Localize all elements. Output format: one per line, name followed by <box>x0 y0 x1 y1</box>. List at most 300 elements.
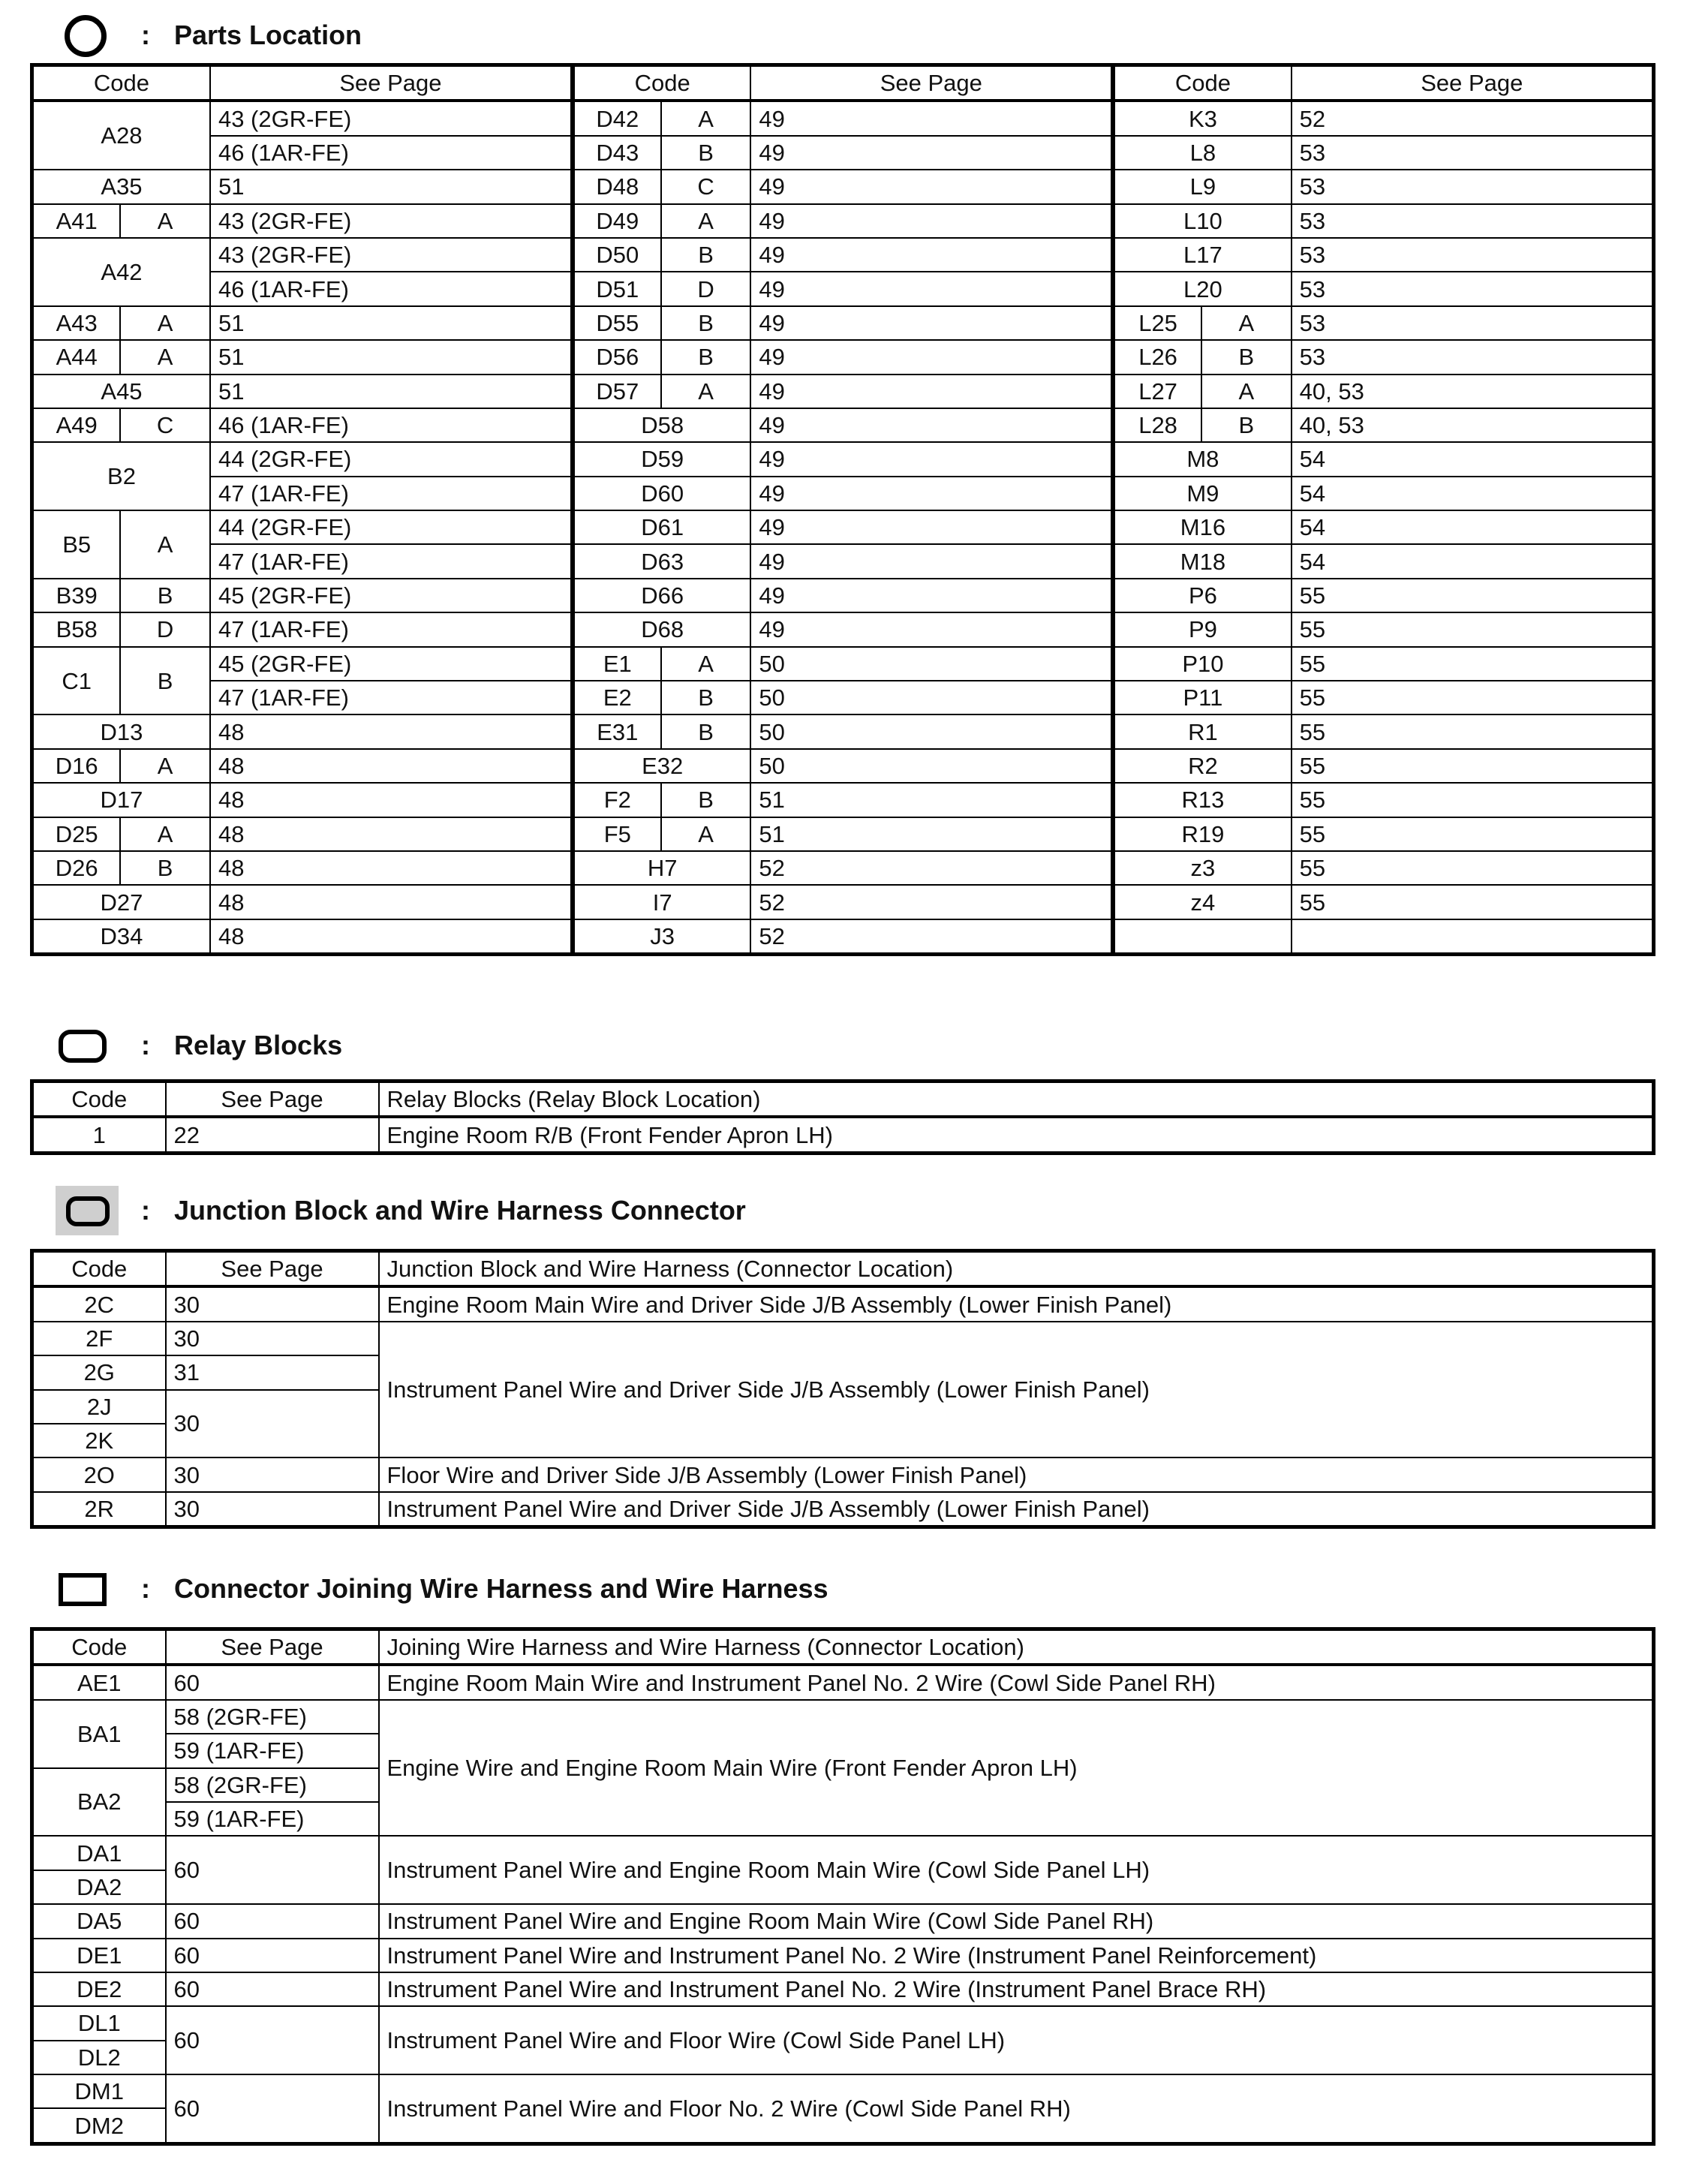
description-cell: Instrument Panel Wire and Engine Room Main Wire (Cowl Side Panel RH) <box>379 1904 1654 1938</box>
page-cell: 30 <box>166 1286 379 1321</box>
page-cell: 51 <box>210 306 573 340</box>
header-code: Code <box>32 1081 166 1118</box>
table-row <box>32 1665 1654 1699</box>
code-cell: E32 <box>573 749 750 783</box>
code-sub-cell: B <box>1201 408 1292 442</box>
code-cell: D13 <box>32 714 210 748</box>
rect-icon <box>56 1564 119 1614</box>
code-sub-cell: A <box>120 510 210 579</box>
code-cell: D49 <box>573 204 661 238</box>
page-cell: 54 <box>1292 544 1654 578</box>
page-cell: 45 (2GR-FE) <box>210 579 573 612</box>
code-cell: M9 <box>1113 477 1291 510</box>
page-cell: 47 (1AR-FE) <box>210 612 573 646</box>
code-cell: D56 <box>573 340 661 374</box>
code-cell: D66 <box>573 579 750 612</box>
code-cell: 2K <box>32 1424 166 1458</box>
page-cell: 49 <box>750 306 1113 340</box>
relay-blocks-table <box>30 1079 1655 1155</box>
code-cell: L9 <box>1113 170 1291 203</box>
code-sub-cell: B <box>120 647 210 715</box>
table-row <box>32 817 1654 851</box>
code-cell: D27 <box>32 885 210 919</box>
code-sub-cell: A <box>120 306 210 340</box>
page-cell: 53 <box>1292 136 1654 170</box>
code-cell: D59 <box>573 442 750 476</box>
description-cell: Instrument Panel Wire and Floor No. 2 Wire (Cowl Side Panel RH) <box>379 2074 1654 2143</box>
description-cell: Engine Room Main Wire and Driver Side J/B Assembly (Lower Finish Panel) <box>379 1286 1654 1321</box>
table-row <box>32 2074 1654 2108</box>
section-header-jb <box>56 1186 746 1235</box>
description-cell: Engine Wire and Engine Room Main Wire (Front Fender Apron LH) <box>379 1700 1654 1837</box>
table-header-row <box>32 65 1654 101</box>
code-cell: M16 <box>1113 510 1291 544</box>
section-header-parts <box>56 11 362 60</box>
page-cell: 47 (1AR-FE) <box>210 544 573 578</box>
junction-block-table <box>30 1249 1655 1529</box>
code-cell: B5 <box>32 510 121 579</box>
page-cell: 60 <box>166 1972 379 2006</box>
page-cell: 52 <box>750 885 1113 919</box>
table-header-row <box>32 1251 1654 1287</box>
code-cell: K3 <box>1113 101 1291 135</box>
table-row <box>32 1836 1654 1870</box>
header-code: Code <box>32 65 210 101</box>
page-cell: 53 <box>1292 340 1654 374</box>
code-cell: D43 <box>573 136 661 170</box>
section-title: Parts Location <box>174 20 362 50</box>
table-row <box>32 136 1654 170</box>
code-sub-cell: A <box>661 817 751 851</box>
header-see-page: See Page <box>210 65 573 101</box>
code-sub-cell: A <box>1201 306 1292 340</box>
page-cell: 43 (2GR-FE) <box>210 204 573 238</box>
page-cell: 60 <box>166 1904 379 1938</box>
connector-joining-table <box>30 1627 1655 2146</box>
code-cell: 2O <box>32 1458 166 1491</box>
page-cell: 48 <box>210 749 573 783</box>
code-cell: D26 <box>32 851 121 885</box>
code-sub-cell: B <box>120 851 210 885</box>
code-sub-cell: B <box>1201 340 1292 374</box>
code-cell: DE2 <box>32 1972 166 2006</box>
header-see-page: See Page <box>1292 65 1654 101</box>
table-row <box>32 714 1654 748</box>
colon: : <box>141 1195 150 1226</box>
code-cell: D57 <box>573 375 661 408</box>
page-cell: 30 <box>166 1492 379 1527</box>
code-cell: D63 <box>573 544 750 578</box>
page-cell: 49 <box>750 340 1113 374</box>
page-cell: 49 <box>750 579 1113 612</box>
page-cell: 53 <box>1292 204 1654 238</box>
table-row <box>32 612 1654 646</box>
description-cell: Instrument Panel Wire and Floor Wire (Cowl Side Panel LH) <box>379 2006 1654 2074</box>
code-cell: DA1 <box>32 1836 166 1870</box>
code-cell: B58 <box>32 612 121 646</box>
page-cell: 54 <box>1292 477 1654 510</box>
code-cell: F5 <box>573 817 661 851</box>
page-cell: 55 <box>1292 851 1654 885</box>
page-cell: 53 <box>1292 238 1654 272</box>
code-cell: R2 <box>1113 749 1291 783</box>
page-cell: 52 <box>1292 101 1654 135</box>
circle-icon <box>56 11 119 60</box>
code-cell: D17 <box>32 783 210 817</box>
code-cell: P11 <box>1113 681 1291 714</box>
code-cell: D58 <box>573 408 750 442</box>
page-cell: 49 <box>750 477 1113 510</box>
description-cell: Instrument Panel Wire and Driver Side J/B Assembly (Lower Finish Panel) <box>379 1322 1654 1458</box>
code-sub-cell: B <box>661 681 751 714</box>
code-sub-cell: A <box>661 101 751 135</box>
table-row <box>32 919 1654 955</box>
table-row <box>32 885 1654 919</box>
code-cell: 2C <box>32 1286 166 1321</box>
code-cell: R13 <box>1113 783 1291 817</box>
page-cell: 59 (1AR-FE) <box>166 1734 379 1767</box>
page-cell: 51 <box>210 375 573 408</box>
code-cell: DL2 <box>32 2041 166 2074</box>
code-sub-cell: B <box>661 714 751 748</box>
code-cell: F2 <box>573 783 661 817</box>
page-cell: 30 <box>166 1390 379 1458</box>
code-cell: z3 <box>1113 851 1291 885</box>
page-cell: 30 <box>166 1458 379 1491</box>
code-cell: 2R <box>32 1492 166 1527</box>
code-cell: L25 <box>1113 306 1201 340</box>
code-cell: DM1 <box>32 2074 166 2108</box>
page-cell: 50 <box>750 681 1113 714</box>
table-row <box>32 204 1654 238</box>
table-row <box>32 375 1654 408</box>
page-cell: 58 (2GR-FE) <box>166 1768 379 1802</box>
table-row <box>32 579 1654 612</box>
page-cell: 49 <box>750 408 1113 442</box>
code-cell: J3 <box>573 919 750 955</box>
table-row <box>32 1939 1654 1972</box>
code-cell: D16 <box>32 749 121 783</box>
page-cell: 48 <box>210 919 573 955</box>
page-cell: 53 <box>1292 306 1654 340</box>
code-cell: DL1 <box>32 2006 166 2040</box>
page-cell: 60 <box>166 1939 379 1972</box>
page-cell: 43 (2GR-FE) <box>210 101 573 135</box>
code-sub-cell: B <box>661 136 751 170</box>
table-row <box>32 681 1654 714</box>
code-cell: D34 <box>32 919 210 955</box>
header-code: Code <box>573 65 750 101</box>
page-cell: 55 <box>1292 817 1654 851</box>
code-cell: E1 <box>573 647 661 681</box>
table-row <box>32 510 1654 544</box>
code-sub-cell: B <box>661 306 751 340</box>
description-cell: Instrument Panel Wire and Instrument Panel No. 2 Wire (Instrument Panel Brace RH) <box>379 1972 1654 2006</box>
description-cell: Engine Room R/B (Front Fender Apron LH) <box>379 1117 1654 1153</box>
page-cell: 51 <box>750 817 1113 851</box>
code-sub-cell: D <box>120 612 210 646</box>
table-row <box>32 851 1654 885</box>
code-cell: D51 <box>573 272 661 305</box>
section-title: Connector Joining Wire Harness and Wire Harness <box>174 1573 828 1604</box>
page-cell: 49 <box>750 510 1113 544</box>
table-row <box>32 1286 1654 1321</box>
header-location: Junction Block and Wire Harness (Connector Location) <box>379 1251 1654 1287</box>
page-cell: 55 <box>1292 681 1654 714</box>
code-cell: L10 <box>1113 204 1291 238</box>
page-cell: 51 <box>750 783 1113 817</box>
header-location: Joining Wire Harness and Wire Harness (Connector Location) <box>379 1629 1654 1665</box>
code-cell: A43 <box>32 306 121 340</box>
page-cell: 49 <box>750 612 1113 646</box>
header-see-page: See Page <box>166 1081 379 1118</box>
table-row <box>32 749 1654 783</box>
code-cell: A49 <box>32 408 121 442</box>
code-sub-cell: A <box>120 817 210 851</box>
code-cell: I7 <box>573 885 750 919</box>
code-cell: E31 <box>573 714 661 748</box>
header-code: Code <box>32 1251 166 1287</box>
code-cell: D55 <box>573 306 661 340</box>
code-cell: B39 <box>32 579 121 612</box>
code-sub-cell: C <box>661 170 751 203</box>
page-cell: 51 <box>210 170 573 203</box>
code-cell: 2F <box>32 1322 166 1355</box>
page-cell: 44 (2GR-FE) <box>210 442 573 476</box>
code-cell: DA5 <box>32 1904 166 1938</box>
table-row <box>32 170 1654 203</box>
code-sub-cell: B <box>661 340 751 374</box>
page-cell: 40, 53 <box>1292 408 1654 442</box>
code-sub-cell: A <box>661 375 751 408</box>
table-row <box>32 1322 1654 1355</box>
code-cell: P6 <box>1113 579 1291 612</box>
page-cell: 53 <box>1292 170 1654 203</box>
code-cell: BA1 <box>32 1700 166 1768</box>
page-cell: 60 <box>166 1665 379 1699</box>
page-cell: 49 <box>750 375 1113 408</box>
table-row <box>32 340 1654 374</box>
code-cell: A44 <box>32 340 121 374</box>
page-cell: 55 <box>1292 749 1654 783</box>
code-cell: L26 <box>1113 340 1201 374</box>
table-row <box>32 238 1654 272</box>
code-sub-cell: D <box>661 272 751 305</box>
table-row <box>32 272 1654 305</box>
page-cell: 52 <box>750 851 1113 885</box>
table-row <box>32 2006 1654 2040</box>
table-row <box>32 1492 1654 1527</box>
page-cell: 54 <box>1292 442 1654 476</box>
page-cell: 59 (1AR-FE) <box>166 1802 379 1836</box>
page-cell: 49 <box>750 136 1113 170</box>
page-cell: 49 <box>750 544 1113 578</box>
code-sub-cell: B <box>120 579 210 612</box>
header-see-page: See Page <box>166 1251 379 1287</box>
page-cell: 58 (2GR-FE) <box>166 1700 379 1734</box>
code-cell: P9 <box>1113 612 1291 646</box>
header-code: Code <box>32 1629 166 1665</box>
section-header-relay <box>56 1021 342 1070</box>
description-cell: Instrument Panel Wire and Instrument Panel No. 2 Wire (Instrument Panel Reinforcement) <box>379 1939 1654 1972</box>
shaded-rounded-rect-icon <box>56 1186 119 1235</box>
page-cell: 55 <box>1292 714 1654 748</box>
code-cell: C1 <box>32 647 121 715</box>
code-cell: L8 <box>1113 136 1291 170</box>
table-row <box>32 1972 1654 2006</box>
code-cell: H7 <box>573 851 750 885</box>
code-cell: z4 <box>1113 885 1291 919</box>
page-cell: 44 (2GR-FE) <box>210 510 573 544</box>
header-see-page: See Page <box>750 65 1113 101</box>
page-cell: 60 <box>166 1836 379 1904</box>
page-cell: 48 <box>210 851 573 885</box>
description-cell: Engine Room Main Wire and Instrument Panel No. 2 Wire (Cowl Side Panel RH) <box>379 1665 1654 1699</box>
colon: : <box>141 1030 150 1060</box>
code-cell: D25 <box>32 817 121 851</box>
table-row <box>32 1904 1654 1938</box>
section-header-conn <box>56 1564 828 1614</box>
code-cell: E2 <box>573 681 661 714</box>
code-cell: A28 <box>32 101 210 170</box>
code-sub-cell: A <box>661 647 751 681</box>
description-cell: Floor Wire and Driver Side J/B Assembly (Lower Finish Panel) <box>379 1458 1654 1491</box>
description-cell: Instrument Panel Wire and Driver Side J/B Assembly (Lower Finish Panel) <box>379 1492 1654 1527</box>
table-header-row <box>32 1629 1654 1665</box>
code-cell: R1 <box>1113 714 1291 748</box>
page-cell <box>1292 919 1654 955</box>
page-cell: 50 <box>750 714 1113 748</box>
page-cell: 46 (1AR-FE) <box>210 272 573 305</box>
table-row <box>32 544 1654 578</box>
header-location: Relay Blocks (Relay Block Location) <box>379 1081 1654 1118</box>
code-sub-cell: A <box>661 204 751 238</box>
page-cell: 49 <box>750 272 1113 305</box>
table-row <box>32 442 1654 476</box>
table-row <box>32 408 1654 442</box>
code-cell: D68 <box>573 612 750 646</box>
page-cell: 55 <box>1292 647 1654 681</box>
code-cell: DA2 <box>32 1870 166 1904</box>
code-sub-cell: A <box>120 204 210 238</box>
code-cell: L20 <box>1113 272 1291 305</box>
page-cell: 55 <box>1292 885 1654 919</box>
page-cell: 22 <box>166 1117 379 1153</box>
code-cell: A45 <box>32 375 210 408</box>
table-row <box>32 1458 1654 1491</box>
page-cell: 49 <box>750 238 1113 272</box>
header-code: Code <box>1113 65 1291 101</box>
page-cell: 31 <box>166 1355 379 1389</box>
table-row <box>32 783 1654 817</box>
code-cell: M18 <box>1113 544 1291 578</box>
code-sub-cell: A <box>120 749 210 783</box>
code-sub-cell: A <box>120 340 210 374</box>
code-cell: D60 <box>573 477 750 510</box>
code-cell: R19 <box>1113 817 1291 851</box>
page-cell: 53 <box>1292 272 1654 305</box>
page-cell: 55 <box>1292 612 1654 646</box>
code-cell: L17 <box>1113 238 1291 272</box>
code-cell: AE1 <box>32 1665 166 1699</box>
code-sub-cell: A <box>1201 375 1292 408</box>
colon: : <box>141 20 150 50</box>
code-cell: A41 <box>32 204 121 238</box>
page-cell: 48 <box>210 817 573 851</box>
code-cell: B2 <box>32 442 210 510</box>
page-cell: 60 <box>166 2006 379 2074</box>
header-see-page: See Page <box>166 1629 379 1665</box>
table-row <box>32 101 1654 135</box>
code-cell: D42 <box>573 101 661 135</box>
section-title: Relay Blocks <box>174 1030 343 1060</box>
code-cell: 2G <box>32 1355 166 1389</box>
code-cell <box>1113 919 1291 955</box>
code-cell: P10 <box>1113 647 1291 681</box>
code-cell: A42 <box>32 238 210 306</box>
page-cell: 45 (2GR-FE) <box>210 647 573 681</box>
code-cell: D50 <box>573 238 661 272</box>
table-row <box>32 477 1654 510</box>
page-cell: 40, 53 <box>1292 375 1654 408</box>
page-cell: 48 <box>210 783 573 817</box>
code-cell: D61 <box>573 510 750 544</box>
table-row <box>32 1700 1654 1734</box>
page-cell: 60 <box>166 2074 379 2143</box>
table-row <box>32 306 1654 340</box>
table-row <box>32 1117 1654 1153</box>
parts-location-table <box>30 63 1655 956</box>
page-cell: 48 <box>210 714 573 748</box>
page-cell: 48 <box>210 885 573 919</box>
page-cell: 47 (1AR-FE) <box>210 477 573 510</box>
code-cell: M8 <box>1113 442 1291 476</box>
page-cell: 55 <box>1292 783 1654 817</box>
page-cell: 50 <box>750 647 1113 681</box>
page-cell: 46 (1AR-FE) <box>210 136 573 170</box>
code-cell: 2J <box>32 1390 166 1424</box>
description-cell: Instrument Panel Wire and Engine Room Main Wire (Cowl Side Panel LH) <box>379 1836 1654 1904</box>
page-cell: 49 <box>750 442 1113 476</box>
code-cell: D48 <box>573 170 661 203</box>
code-cell: DE1 <box>32 1939 166 1972</box>
code-cell: 1 <box>32 1117 166 1153</box>
page-cell: 52 <box>750 919 1113 955</box>
page-cell: 49 <box>750 170 1113 203</box>
code-cell: DM2 <box>32 2108 166 2143</box>
page-cell: 50 <box>750 749 1113 783</box>
colon: : <box>141 1573 150 1604</box>
code-cell: BA2 <box>32 1768 166 1837</box>
page-cell: 43 (2GR-FE) <box>210 238 573 272</box>
rounded-rect-icon <box>56 1021 119 1070</box>
page-cell: 49 <box>750 204 1113 238</box>
table-header-row <box>32 1081 1654 1118</box>
code-cell: L27 <box>1113 375 1201 408</box>
section-title: Junction Block and Wire Harness Connector <box>174 1195 746 1226</box>
page-cell: 30 <box>166 1322 379 1355</box>
page-cell: 49 <box>750 101 1113 135</box>
page-cell: 55 <box>1292 579 1654 612</box>
table-row <box>32 647 1654 681</box>
code-sub-cell: B <box>661 238 751 272</box>
page-cell: 47 (1AR-FE) <box>210 681 573 714</box>
code-cell: A35 <box>32 170 210 203</box>
page-cell: 46 (1AR-FE) <box>210 408 573 442</box>
page-cell: 54 <box>1292 510 1654 544</box>
code-sub-cell: B <box>661 783 751 817</box>
code-cell: L28 <box>1113 408 1201 442</box>
